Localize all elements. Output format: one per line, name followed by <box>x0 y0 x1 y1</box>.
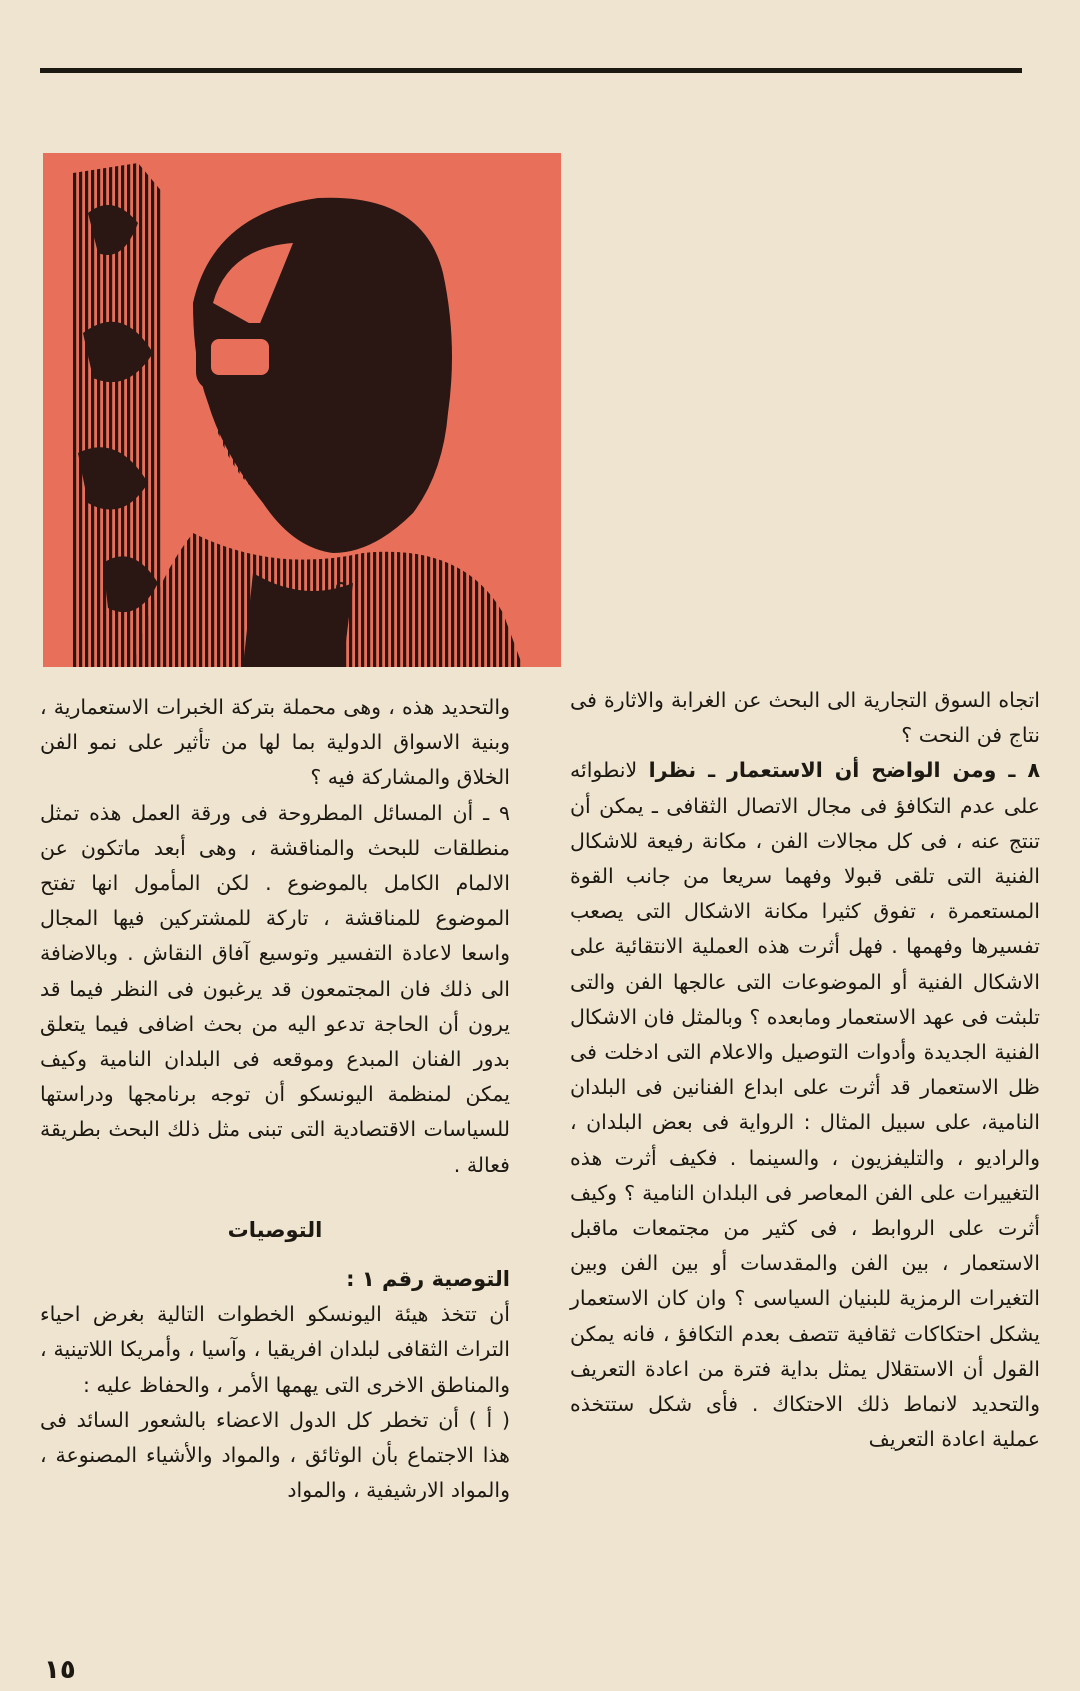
right-paragraph-2 <box>570 753 1040 1457</box>
top-rule <box>40 68 1022 73</box>
recommendation-title: التوصية رقم ١ : <box>346 1267 510 1292</box>
paragraph-lead: ٨ ـ ومن الواضح أن الاستعمار ـ نظرا <box>648 758 1040 783</box>
right-paragraph-1 <box>570 683 1040 753</box>
left-paragraph-2: ٩ ـ أن المسائل المطروحة فى ورقة العمل هذه تمثل منطلقات للبحث والمناقشة ، وهى أبعد ماتكون عن الالمام الكامل بالموضوع . لكن المأمول انها تفتح الموضوع للمناقشة ، تاركة للمشتركين فيها المجال واسعا لاعادة التفسير وتوسيع آفاق النقاش . وبالاضافة الى ذلك فان المجتمعون قد يرغبون فى النظر فيما قد يرون أن الحاجة تدعو اليه من بحث اضافى فيما يتعلق بدور الفنان المبدع وموقعه فى البلدان النامية وكيف يمكن لمنظمة اليونسكو أن توجه برنامجها ودراستها للسياسات الاقتصادية التى تبنى مثل ذلك البحث بطريقة فعالة . <box>40 800 510 1177</box>
right-column <box>570 683 1040 1457</box>
paragraph-text: لانطوائه على عدم التكافؤ فى مجال الاتصال الثقافى ـ يمكن أن تنتج عنه ، فى كل مجالات الفن ، مكانة رفيعة للاشكال الفنية التى تلقى قبولا وفهما سريعا من جانب القوة المستعمرة ، تفوق كثيرا مكانة الاشكال التى يصعب تفسيرها وفهمها . فهل أثرت هذه العملية الانتقائية على الاشكال الفنية أو الموضوعات التى عالجها الفن والتى تلبثت فى عهد الاستعمار ومابعده ؟ وبالمثل فان الاشكال الفنية الجديدة وأدوات التوصيل والاعلام التى ادخلت فى ظل الاستعمار قد أثرت على ابداع الفنانين فى البلدان النامية، على سبيل المثال : الرواية فى بعض البلدان ، والراديو ، والتليفزيون ، والسينما . فكيف أثرت هذه التغييرات على الفن المعاصر فى البلدان النامية ؟ وكيف أثرت على الروابط ، فى كثير من مجتمعات ماقبل الاستعمار ، بين الفن والمقدسات أو بين الفن وبين التغيرات الرمزية للبنيان السياسى ؟ وان كان الاستعمار يشكل احتكاكات ثقافية تتصف بعدم التكافؤ ، فانه يمكن القول أن الاستقلال يمثل بداية فترة من اعادة التعريف والتحديد لانماط ذلك الاحتكاك . فأى شكل ستتخذه عملية اعادة التعريف <box>570 758 1040 1452</box>
halftone-portrait-icon <box>43 153 561 667</box>
portrait-illustration <box>43 153 561 667</box>
recommendations-heading: التوصيات <box>227 1217 323 1242</box>
recommendation-paragraph-1: أن تتخذ هيئة اليونسكو الخطوات التالية بغرض احياء التراث الثقافى لبلدان افريقيا ، وآسيا ، وأمريكا اللاتينية ، والمناطق الاخرى التى يهمها الأمر ، والحفاظ عليه : <box>40 1302 510 1397</box>
paragraph-text: اتجاه السوق التجارية الى البحث عن الغرابة والاثارة فى نتاج فن النحت ؟ <box>570 688 1040 748</box>
page-number: ١٥ <box>44 1655 76 1685</box>
recommendation-paragraph-2: ( أ ) أن تخطر كل الدول الاعضاء بالشعور السائد فى هذا الاجتماع بأن الوثائق ، والمواد والأشياء المصنوعة ، والمواد الارشيفية ، والمواد <box>40 1407 510 1503</box>
left-paragraph-1: والتحديد هذه ، وهى محملة بتركة الخبرات الاستعمارية ، وبنية الاسواق الدولية بما لها من تأثير على نمو الفن الخلاق والمشاركة فيه ؟ <box>40 695 510 790</box>
left-column <box>40 690 510 1508</box>
